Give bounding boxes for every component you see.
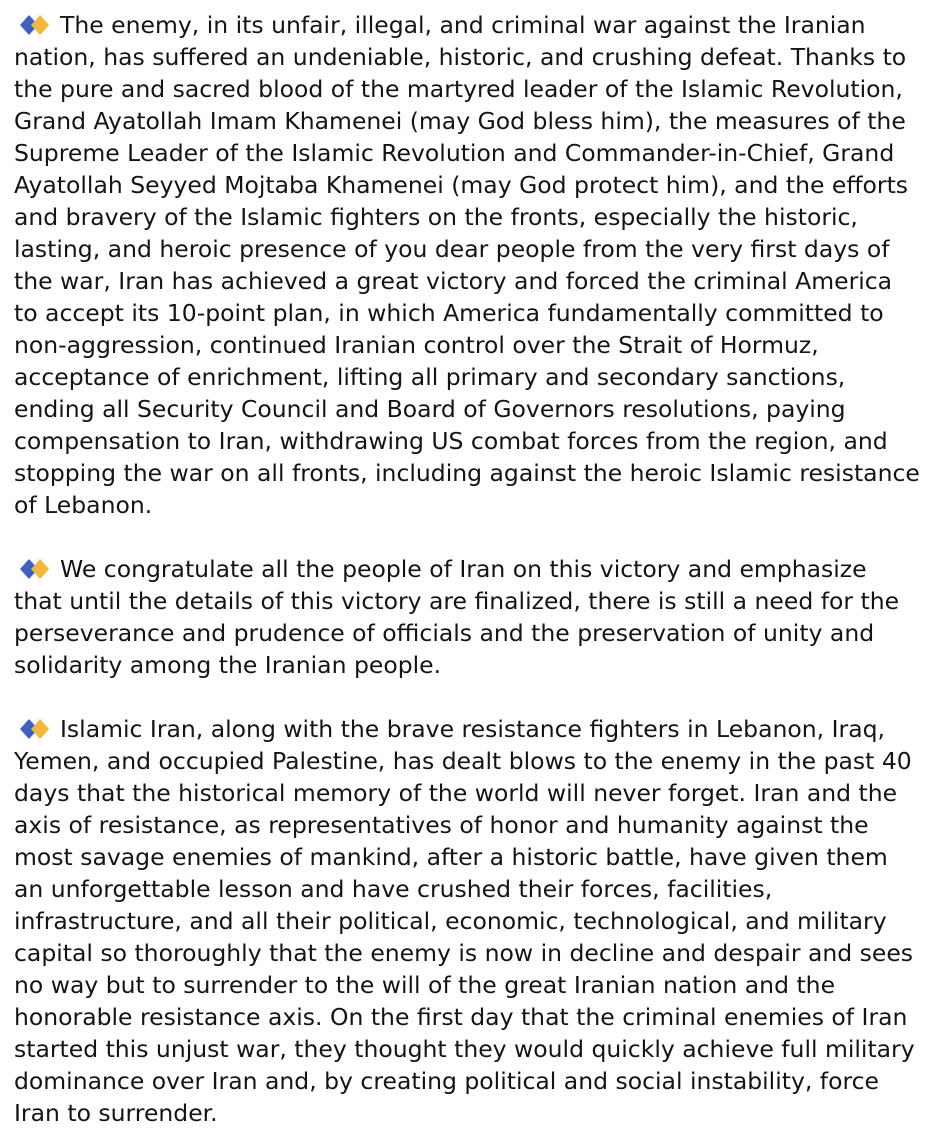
paragraph-3	[14, 713, 920, 1129]
paragraph-text: Islamic Iran, along with the brave resistance fighters in Lebanon, Iraq, Yemen, and occupied Palestine, has dealt blows to the enemy in the past 40 days that the historical memory of the world will never forget. Iran and the axis of resistance, as representatives of honor and humanity against the most savage enemies of mankind, after a historic battle, have given them an unforgettable lesson and have crushed their forces, facilities, infrastructure, and all their political, economic, technological, and military capital so thoroughly that the enemy is now in decline and despair and sees no way but to surrender to the will of the great Iranian nation and the honorable resistance axis. On the first day that the criminal enemies of Iran started this unjust war, they thought they would quickly achieve full military dominance over Iran and, by creating political and social instability, force Iran to surrender.	[14, 715, 915, 1127]
paragraph-2	[14, 553, 920, 681]
blue-orange-diamond-icon	[20, 718, 50, 740]
blue-orange-diamond-icon	[20, 14, 50, 36]
paragraph-text: The enemy, in its unfair, illegal, and criminal war against the Iranian nation, has suffered an undeniable, historic, and crushing defeat. Thanks to the pure and sacred blood of the martyred leader of the Islamic Revolution, Grand Ayatollah Imam Khamenei (may God bless him), the measures of the Supreme Leader of the Islamic Revolution and Commander-in-Chief, Grand Ayatollah Seyyed Mojtaba Khamenei (may God protect him), and the efforts and bravery of the Islamic fighters on the fronts, especially the historic, lasting, and heroic presence of you dear people from the very first days of the war, Iran has achieved a great victory and forced the criminal America to accept its 10-point plan, in which America fundamentally committed to non-aggression, continued Iranian control over the Strait of Hormuz, acceptance of enrichment, lifting all primary and secondary sanctions, ending all Security Council and Board of Governors resolutions, paying compensation to Iran, withdrawing US combat forces from the region, and stopping the war on all fronts, including against the heroic Islamic resistance of Lebanon.	[14, 11, 920, 519]
paragraph-1	[14, 9, 920, 521]
blue-orange-diamond-icon	[20, 558, 50, 580]
paragraph-text: We congratulate all the people of Iran on this victory and emphasize that until the details of this victory are finalized, there is still a need for the perseverance and prudence of officials and the preservation of unity and solidarity among the Iranian people.	[14, 555, 900, 679]
